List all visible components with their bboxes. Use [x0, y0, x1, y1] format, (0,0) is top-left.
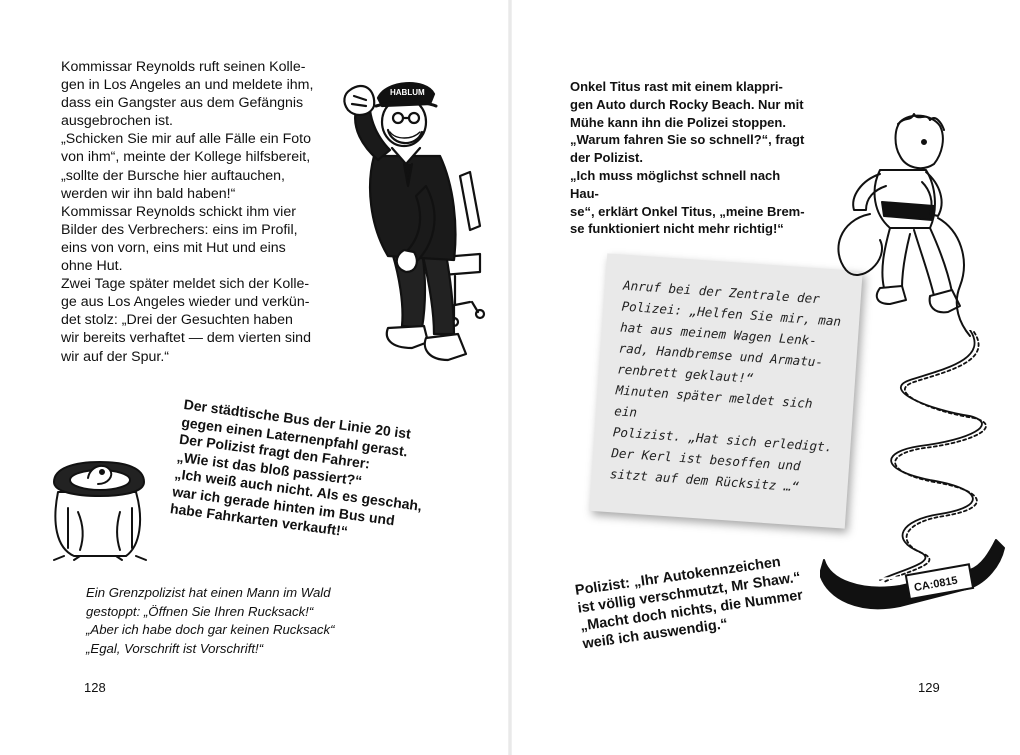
- joke-bus-linie-20: Der städtische Bus der Linie 20 ist gegen einen Laternenpfahl gerast. Der Polizist fragt den Fahrer: „Wie ist das bloß passiert?“ „Ich weiß auch nicht. Als es geschah, war ich gerade hinten im Bus und habe Fahrkarten verkauft!“: [169, 396, 423, 540]
- joke-autokennzeichen: Polizist: „Ihr Autokennzeichen ist völlig verschmutzt, Mr Shaw.“ „Macht doch nichts, die Nummer weiß ich auswendig.“: [574, 554, 804, 653]
- rope-with-bumper-illustration: [820, 330, 1010, 640]
- boy-with-rope-illustration: [810, 110, 980, 340]
- joke-kommissar-reynolds: Kommissar Reynolds ruft seinen Kolle- gen in Los Angeles an und meldete ihm, dass ein Gangster aus dem Gefängnis ausgebrochen ist. „Schicken Sie mir auf alle Fälle ein Foto von ihm“, meinte der Kollege hilfsbereit, „sollte der Bursche hier auftauchen, werden wir ihn bald haben!“ Kommissar Reynolds schickt ihm vier Bilder des Verbrechers: eins im Profil, eins von vorn, eins mit Hut und eins ohne Hut. Zwei Tage später meldet sich der Kolle- ge aus Los Angeles wieder und verkün- det stolz: „Drei der Gesuchten haben wir bereits verhaftet — dem vierten sind wir auf der Spur.“: [61, 59, 314, 365]
- backpack-illustration: [44, 452, 156, 564]
- page-number-left: 128: [84, 680, 106, 695]
- book-gutter: [508, 0, 512, 755]
- page-number-right: 129: [918, 680, 940, 695]
- license-plate-text: CA:0815: [913, 574, 959, 595]
- policeman-on-chair-illustration: [330, 76, 490, 366]
- joke-onkel-titus: Onkel Titus rast mit einem klappri- gen Auto durch Rocky Beach. Nur mit Mühe kann ihn die Polizei stoppen. „Warum fahren Sie so schnell?“, fragt der Polizist. „Ich muss möglichst schnell nach Hau- se“, erklärt Onkel Titus, „meine Brem- se funktioniert nicht mehr richtig!“: [570, 79, 805, 237]
- cap-label: HABLUM: [390, 88, 425, 97]
- sticky-note-text: Anruf bei der Zentrale der Polizei: „Helfen Sie mir, man hat aus meinem Wagen Lenk- rad, Handbremse und Armatu- renbrett geklaut!“ Minuten später meldet sich ein Polizist. „Hat sich erledigt. Der Kerl ist besoffen und sitzt auf dem Rücksitz …“: [609, 277, 842, 495]
- joke-grenzpolizist-rucksack: Ein Grenzpolizist hat einen Mann im Wald gestoppt: „Öffnen Sie Ihren Rucksack!“ „Aber ich habe doch gar keinen Rucksack“ „Egal, Vorschrift ist Vorschrift!“: [86, 585, 335, 656]
